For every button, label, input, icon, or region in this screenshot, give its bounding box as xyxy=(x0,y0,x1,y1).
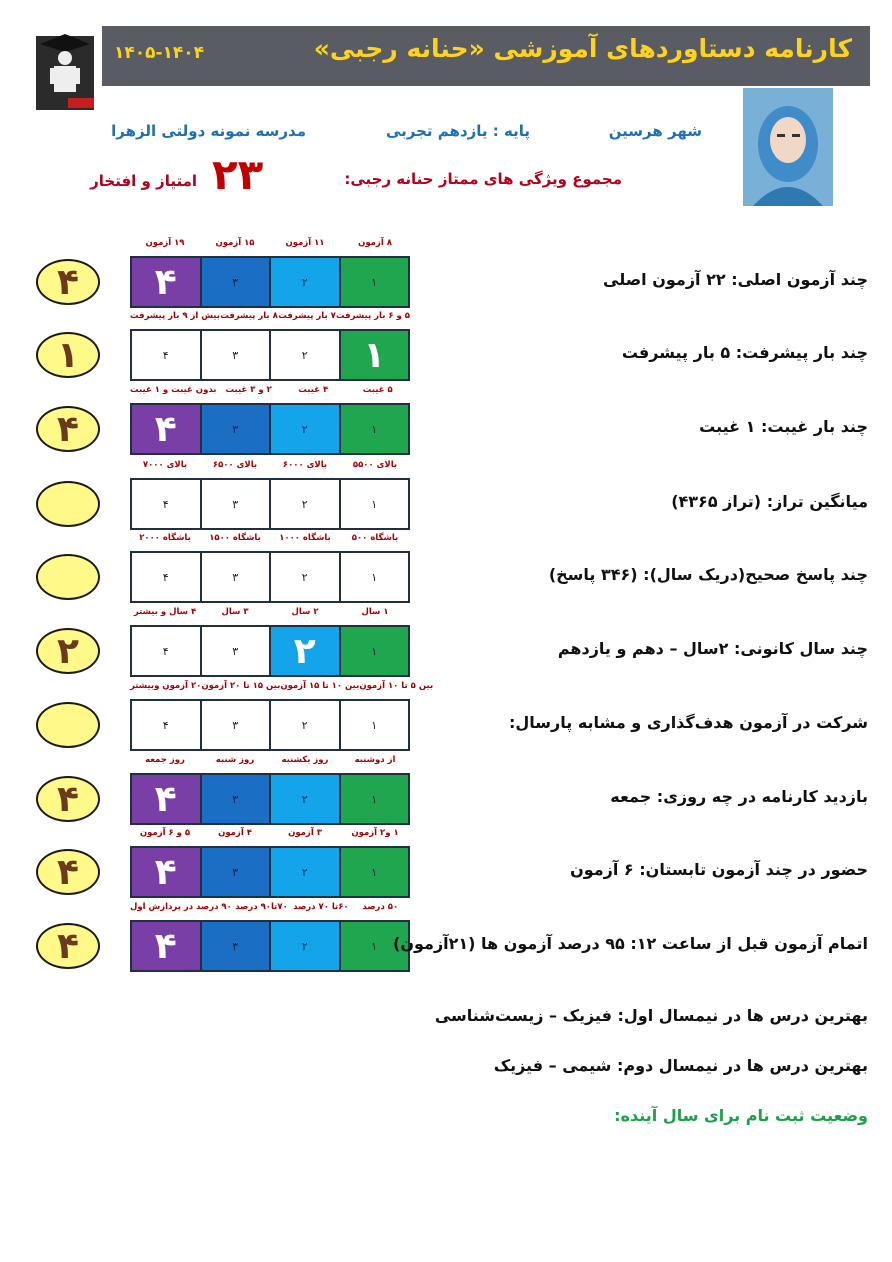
threshold-label: ۱۹ آزمون xyxy=(145,238,185,248)
level-cell-4: ۴ xyxy=(132,775,200,823)
level-cell-2: ۲ xyxy=(269,553,339,601)
threshold-label: بالای ۶۵۰۰ xyxy=(212,460,258,470)
threshold-label: ۲۰ آزمون وبیشتر xyxy=(130,681,202,691)
header-bar xyxy=(102,26,870,86)
row-question: چند بار غیبت: ۱ غیبت xyxy=(699,417,868,436)
graduate-logo-icon xyxy=(32,28,98,110)
threshold-label: بین ۱۰ تا ۱۵ آزمون xyxy=(280,681,360,691)
level-cell-4: ۴ xyxy=(132,331,200,379)
threshold-label: ۲ سال xyxy=(291,607,319,617)
threshold-label: ۸ آزمون xyxy=(358,238,392,248)
student-grade: پایه : یازدهم تجربی xyxy=(385,122,530,140)
level-cell-3: ۳ xyxy=(200,480,270,528)
report-years: ۱۴۰۵-۱۴۰۴ xyxy=(114,43,205,63)
level-grid xyxy=(130,329,410,381)
level-cell-1: ۱ xyxy=(339,701,409,749)
level-cell-2: ۲ xyxy=(269,627,339,675)
threshold-label: ۴ آزمون xyxy=(218,828,252,838)
threshold-label: ۳ آزمون xyxy=(288,828,322,838)
level-cell-4: ۴ xyxy=(132,701,200,749)
row-threshold-labels xyxy=(130,238,410,248)
level-cell-4: ۴ xyxy=(132,848,200,896)
row-question: حضور در چند آزمون تابستان: ۶ آزمون xyxy=(570,860,868,879)
threshold-label: از دوشنبه xyxy=(354,755,396,765)
threshold-label: بین ۵ تا ۱۰ آزمون xyxy=(359,681,434,691)
level-cell-2: ۲ xyxy=(269,480,339,528)
level-cell-4: ۴ xyxy=(132,627,200,675)
level-cell-1: ۱ xyxy=(339,258,409,306)
row-threshold-labels xyxy=(130,755,410,765)
threshold-label: بدون غیبت و ۱ غیبت xyxy=(130,385,217,395)
row-question: چند بار پیشرفت: ۵ بار پیشرفت xyxy=(621,343,868,362)
level-cell-4: ۴ xyxy=(132,258,200,306)
threshold-label: ۵۰ درصد xyxy=(362,902,399,912)
row-question: بازدید کارنامه در چه روزی: جمعه xyxy=(610,787,868,806)
threshold-label: باشگاه ۵۰۰ xyxy=(351,533,399,543)
row-question: شرکت در آزمون هدف‌گذاری و مشابه پارسال: xyxy=(509,713,868,732)
kanoon-logo xyxy=(32,28,98,110)
threshold-label: ۶۰تا ۷۰ درصد xyxy=(293,902,349,912)
level-cell-2: ۲ xyxy=(269,331,339,379)
row-score-circle xyxy=(36,702,100,748)
level-cell-3: ۳ xyxy=(200,701,270,749)
threshold-label: ۱۱ آزمون xyxy=(285,238,325,248)
level-cell-3: ۳ xyxy=(200,627,270,675)
row-threshold-labels xyxy=(130,607,410,617)
threshold-label: روز شنبه xyxy=(215,755,255,765)
row-question: چند آزمون اصلی: ۲۲ آزمون اصلی xyxy=(603,270,868,289)
threshold-label: ۴ غیبت xyxy=(298,385,329,395)
row-threshold-labels xyxy=(130,533,410,543)
threshold-label: ۵ و ۶ آزمون xyxy=(139,828,191,838)
level-grid xyxy=(130,256,410,308)
threshold-label: روز جمعه xyxy=(145,755,185,765)
best-courses-second-term: بهترین درس ها در نیمسال دوم: شیمی – فیزیک xyxy=(493,1056,868,1075)
level-cell-2: ۲ xyxy=(269,258,339,306)
student-city: شهر هرسین xyxy=(608,122,702,140)
threshold-label: روز یکشنبه xyxy=(281,755,329,765)
threshold-label: ۱ و۲ آزمون xyxy=(351,828,399,838)
threshold-label: ۲ و ۳ غیبت xyxy=(225,385,272,395)
level-cell-2: ۲ xyxy=(269,848,339,896)
threshold-label: ۴ سال و بیشتر xyxy=(133,607,197,617)
level-grid xyxy=(130,478,410,530)
row-score-circle: ۴ xyxy=(36,849,100,895)
row-score-circle: ۱ xyxy=(36,332,100,378)
level-grid xyxy=(130,551,410,603)
student-photo xyxy=(743,88,833,206)
level-cell-3: ۳ xyxy=(200,775,270,823)
level-cell-1: ۱ xyxy=(339,405,409,453)
level-cell-3: ۳ xyxy=(200,331,270,379)
next-year-registration: وضعیت ثبت نام برای سال آینده: xyxy=(614,1106,868,1125)
row-score-circle: ۴ xyxy=(36,406,100,452)
level-cell-1: ۱ xyxy=(339,553,409,601)
threshold-label: بالای ۷۰۰۰ xyxy=(142,460,188,470)
row-score-circle: ۲ xyxy=(36,628,100,674)
row-question: میانگین تراز: (تراز ۴۳۶۵) xyxy=(671,492,868,511)
student-portrait-icon xyxy=(743,88,833,206)
level-cell-3: ۳ xyxy=(200,922,270,970)
threshold-label: باشگاه ۲۰۰۰ xyxy=(139,533,191,543)
level-cell-4: ۴ xyxy=(132,922,200,970)
row-threshold-labels xyxy=(130,681,434,691)
score-label: امتیاز و افتخار xyxy=(90,172,197,190)
row-question: چند پاسخ صحیح(دریک سال): (۳۴۶ پاسخ) xyxy=(548,565,868,584)
level-cell-3: ۳ xyxy=(200,258,270,306)
row-score-circle xyxy=(36,481,100,527)
threshold-label: ۵ و ۶ بار پیشرفت xyxy=(336,311,410,321)
threshold-label: بین ۱۵ تا ۲۰ آزمون xyxy=(201,681,281,691)
threshold-label: بالای ۶۰۰۰ xyxy=(282,460,328,470)
threshold-label: ۷۰تا۹۰ درصد xyxy=(235,902,288,912)
row-threshold-labels xyxy=(130,385,410,395)
threshold-label: ۳ سال xyxy=(221,607,249,617)
level-cell-2: ۲ xyxy=(269,922,339,970)
level-cell-3: ۳ xyxy=(200,553,270,601)
level-grid xyxy=(130,625,410,677)
threshold-label: ۱۵ آزمون xyxy=(215,238,255,248)
row-question: چند سال کانونی: ۲سال – دهم و یازدهم xyxy=(557,639,868,658)
level-cell-2: ۲ xyxy=(269,701,339,749)
threshold-label: ۵ غیبت xyxy=(362,385,393,395)
best-courses-first-term: بهترین درس ها در نیمسال اول: فیزیک – زیست‌شناسی xyxy=(434,1006,868,1025)
threshold-label: ۹۰ درصد در پردازش اول xyxy=(130,902,232,912)
level-cell-4: ۴ xyxy=(132,480,200,528)
report-title: کارنامه دستاوردهای آموزشی «حنانه رجبی» xyxy=(313,34,852,63)
row-threshold-labels xyxy=(130,311,410,321)
level-grid xyxy=(130,403,410,455)
threshold-label: ۸ بار پیشرفت xyxy=(220,311,278,321)
level-cell-1: ۱ xyxy=(339,480,409,528)
row-threshold-labels xyxy=(130,460,410,470)
row-threshold-labels xyxy=(130,902,410,912)
level-cell-1: ۱ xyxy=(339,775,409,823)
level-cell-1: ۱ xyxy=(339,848,409,896)
row-score-circle: ۴ xyxy=(36,776,100,822)
level-grid xyxy=(130,920,410,972)
level-cell-2: ۲ xyxy=(269,405,339,453)
level-cell-1: ۱ xyxy=(339,627,409,675)
level-cell-1: ۱ xyxy=(339,331,409,379)
threshold-label: ۷ بار پیشرفت xyxy=(278,311,336,321)
threshold-label: بالای ۵۵۰۰ xyxy=(352,460,398,470)
level-cell-4: ۴ xyxy=(132,553,200,601)
level-cell-3: ۳ xyxy=(200,848,270,896)
level-cell-1: ۱ xyxy=(339,922,409,970)
total-score: ۲۳ xyxy=(212,150,264,199)
level-cell-3: ۳ xyxy=(200,405,270,453)
row-score-circle xyxy=(36,554,100,600)
row-score-circle: ۴ xyxy=(36,923,100,969)
row-score-circle: ۴ xyxy=(36,259,100,305)
student-school: مدرسه نمونه دولتی الزهرا xyxy=(111,122,306,140)
row-threshold-labels xyxy=(130,828,410,838)
threshold-label: ۱ سال xyxy=(361,607,389,617)
level-grid xyxy=(130,699,410,751)
level-cell-4: ۴ xyxy=(132,405,200,453)
level-cell-2: ۲ xyxy=(269,775,339,823)
row-question: اتمام آزمون قبل از ساعت ۱۲: ۹۵ درصد آزمون ها (۲۱آزمون) xyxy=(393,934,868,953)
level-grid xyxy=(130,846,410,898)
level-grid xyxy=(130,773,410,825)
threshold-label: باشگاه ۱۰۰۰ xyxy=(279,533,331,543)
threshold-label: باشگاه ۱۵۰۰ xyxy=(209,533,261,543)
features-label: مجموع ویژگی های ممتاز حنانه رجبی: xyxy=(344,170,622,188)
threshold-label: بیش از ۹ بار پیشرفت xyxy=(130,311,220,321)
